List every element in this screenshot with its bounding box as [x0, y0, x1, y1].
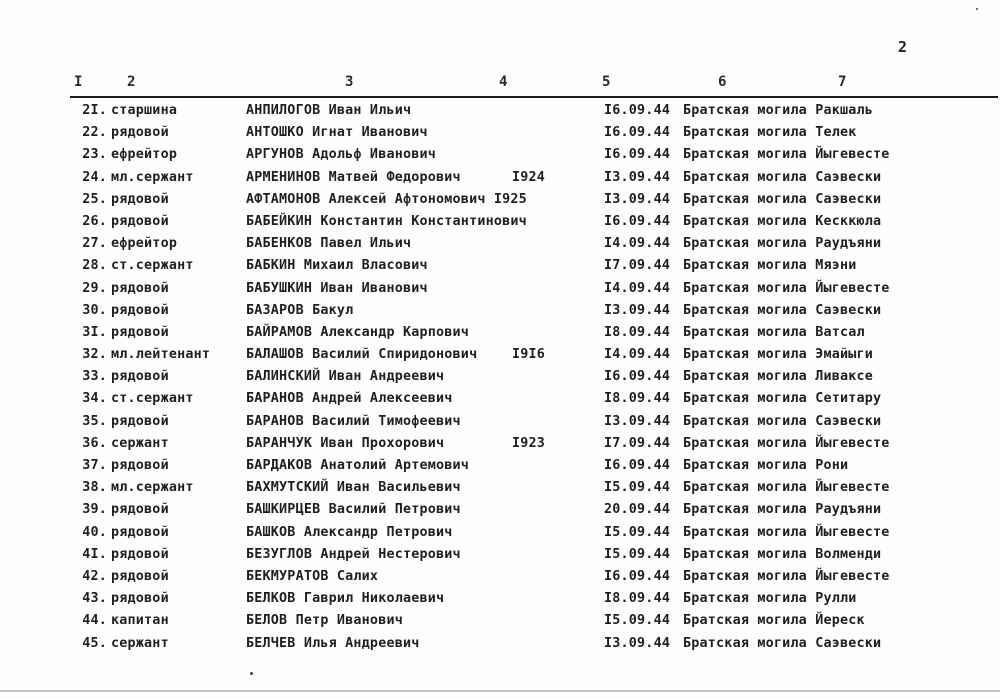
full-name: БАШКИРЦЕВ Василий Петрович [246, 502, 461, 518]
death-date: I5.09.44 [604, 546, 671, 562]
death-date: I3.09.44 [604, 191, 671, 207]
death-date: I3.09.44 [604, 169, 671, 185]
death-date: I4.09.44 [604, 236, 671, 252]
death-date: I8.09.44 [604, 591, 671, 607]
paper-speck [976, 8, 978, 10]
table-row [0, 167, 1000, 189]
full-name: АНПИЛОГОВ Иван Ильич [246, 103, 412, 118]
burial-place: Братская могила Раудъяни [683, 236, 882, 252]
row-number: 40. [82, 524, 107, 540]
row-number: 30. [82, 302, 107, 318]
table-row [0, 189, 1000, 211]
full-name: АФТАМОНОВ Алексей Афтономович I925 [246, 191, 527, 207]
burial-list [0, 100, 1000, 655]
column-header-4: 4 [499, 74, 508, 90]
burial-place: Братская могила Ватсал [683, 324, 865, 340]
table-row [0, 433, 1000, 455]
burial-place: Братская могила Йыгевесте [683, 280, 890, 296]
row-number: 25. [82, 191, 107, 207]
burial-place: Братская могила Йыгевесте [683, 568, 890, 584]
full-name: БЕЗУГЛОВ Андрей Нестерович [246, 546, 461, 562]
birth-year: I924 [512, 169, 546, 185]
row-number: 34. [82, 391, 107, 407]
table-row [0, 122, 1000, 144]
full-name: БАРАНОВ Андрей Алексеевич [246, 391, 453, 407]
military-rank: ст.сержант [111, 258, 194, 274]
death-date: 20.09.44 [604, 502, 671, 518]
full-name: БАХМУТСКИЙ Иван Васильевич [246, 480, 461, 496]
page-edge [0, 690, 1000, 692]
row-number: 2I. [82, 103, 107, 118]
full-name: АРГУНОВ Адольф Иванович [246, 147, 437, 163]
row-number: 44. [82, 613, 107, 629]
table-row [0, 477, 1000, 499]
military-rank: рядовой [111, 280, 169, 296]
full-name: АРМЕНИНОВ Матвей Федорович [246, 169, 461, 185]
death-date: I7.09.44 [604, 435, 671, 451]
military-rank: рядовой [111, 125, 169, 141]
row-number: 42. [82, 568, 107, 584]
burial-place: Братская могила Саэвески [683, 169, 882, 185]
row-number: 27. [82, 236, 107, 252]
death-date: I5.09.44 [604, 524, 671, 540]
burial-place: Братская могила Йыгевесте [683, 435, 890, 451]
row-number: 35. [82, 413, 107, 429]
burial-place: Братская могила Ливаксе [683, 369, 874, 385]
table-row [0, 300, 1000, 322]
table-row [0, 588, 1000, 610]
death-date: I3.09.44 [604, 635, 671, 651]
death-date: I6.09.44 [604, 125, 671, 141]
burial-place: Братская могила Рони [683, 458, 849, 473]
military-rank: ефрейтор [111, 147, 178, 163]
burial-place: Братская могила Мяэни [683, 258, 857, 274]
column-header-3: 3 [345, 74, 354, 90]
full-name: БАРАНЧУК Иван Прохорович [246, 435, 445, 451]
military-rank: мл.сержант [111, 169, 194, 185]
burial-place: Братская могила Саэвески [683, 635, 882, 651]
paper-speck [250, 672, 253, 675]
page-number: 2 [898, 38, 908, 56]
military-rank: ст.сержант [111, 391, 194, 407]
burial-place: Братская могила Йыгевесте [683, 524, 890, 540]
military-rank: рядовой [111, 324, 169, 340]
burial-place: Братская могила Йереск [683, 613, 865, 629]
military-rank: мл.лейтенант [111, 347, 211, 363]
row-number: 4I. [82, 546, 107, 562]
row-number: 29. [82, 280, 107, 296]
table-row [0, 211, 1000, 233]
burial-place: Братская могила Йыгевесте [683, 480, 890, 496]
table-row [0, 278, 1000, 300]
military-rank: рядовой [111, 213, 169, 229]
table-row [0, 633, 1000, 655]
table-row [0, 344, 1000, 366]
military-rank: рядовой [111, 191, 169, 207]
full-name: АНТОШКО Игнат Иванович [246, 125, 428, 141]
full-name: БАЗАРОВ Бакул [246, 302, 354, 318]
full-name: БАЙРАМОВ Александр Карпович [246, 324, 470, 340]
table-row [0, 522, 1000, 544]
death-date: I3.09.44 [604, 302, 671, 318]
table-row [0, 610, 1000, 632]
full-name: БЕЛОВ Петр Иванович [246, 613, 403, 629]
death-date: I6.09.44 [604, 568, 671, 584]
table-row [0, 233, 1000, 255]
column-header-1: I [74, 74, 83, 90]
military-rank: ефрейтор [111, 236, 178, 252]
table-row [0, 144, 1000, 166]
military-rank: сержант [111, 635, 169, 651]
military-rank: рядовой [111, 369, 169, 385]
birth-year: I923 [512, 435, 546, 451]
full-name: БАШКОВ Александр Петрович [246, 524, 453, 540]
burial-place: Братская могила Йыгевесте [683, 147, 890, 163]
full-name: БАЛИНСКИЙ Иван Андреевич [246, 369, 445, 385]
birth-year: I9I6 [512, 347, 546, 363]
row-number: 26. [82, 213, 107, 229]
full-name: БЕЛЧЕВ Илья Андреевич [246, 635, 420, 651]
burial-place: Братская могила Саэвески [683, 191, 882, 207]
full-name: БАБЕНКОВ Павел Ильич [246, 236, 412, 252]
row-number: 28. [82, 258, 107, 274]
death-date: I4.09.44 [604, 280, 671, 296]
burial-place: Братская могила Сетитару [683, 391, 882, 407]
death-date: I6.09.44 [604, 147, 671, 163]
military-rank: сержант [111, 435, 169, 451]
table-row [0, 366, 1000, 388]
death-date: I6.09.44 [604, 213, 671, 229]
burial-place: Братская могила Эмайыги [683, 347, 874, 363]
death-date: I7.09.44 [604, 258, 671, 274]
full-name: БАБКИН Михаил Власович [246, 258, 428, 274]
row-number: 23. [82, 147, 107, 163]
burial-place: Братская могила Саэвески [683, 413, 882, 429]
military-rank: старшина [111, 103, 178, 118]
row-number: 36. [82, 435, 107, 451]
row-number: 37. [82, 458, 107, 473]
burial-place: Братская могила Волменди [683, 546, 882, 562]
row-number: 43. [82, 591, 107, 607]
military-rank: рядовой [111, 591, 169, 607]
death-date: I8.09.44 [604, 391, 671, 407]
military-rank: рядовой [111, 302, 169, 318]
header-rule [70, 96, 998, 98]
table-row [0, 255, 1000, 277]
death-date: I3.09.44 [604, 413, 671, 429]
column-header-6: 6 [718, 74, 727, 90]
burial-place: Братская могила Саэвески [683, 302, 882, 318]
burial-place: Братская могила Раудъяни [683, 502, 882, 518]
death-date: I5.09.44 [604, 480, 671, 496]
row-number: 3I. [82, 324, 107, 340]
row-number: 24. [82, 169, 107, 185]
row-number: 38. [82, 480, 107, 496]
death-date: I6.09.44 [604, 458, 671, 473]
table-row [0, 388, 1000, 410]
column-header-2: 2 [127, 74, 136, 90]
table-row [0, 411, 1000, 433]
column-header-5: 5 [602, 74, 611, 90]
row-number: 33. [82, 369, 107, 385]
military-rank: рядовой [111, 524, 169, 540]
death-date: I4.09.44 [604, 347, 671, 363]
full-name: БЕЛКОВ Гаврил Николаевич [246, 591, 445, 607]
military-rank: рядовой [111, 568, 169, 584]
table-row [0, 100, 1000, 122]
full-name: БАБУШКИН Иван Иванович [246, 280, 428, 296]
death-date: I6.09.44 [604, 103, 671, 118]
full-name: БАРАНОВ Василий Тимофеевич [246, 413, 461, 429]
burial-place: Братская могила Ракшаль [683, 103, 874, 118]
military-rank: капитан [111, 613, 169, 629]
row-number: 32. [82, 347, 107, 363]
military-rank: рядовой [111, 413, 169, 429]
row-number: 22. [82, 125, 107, 141]
burial-place: Братская могила Рулли [683, 591, 857, 607]
full-name: БАЛАШОВ Василий Спиридонович [246, 347, 478, 363]
table-row [0, 544, 1000, 566]
burial-place: Братская могила Кесккюла [683, 213, 882, 229]
military-rank: рядовой [111, 502, 169, 518]
military-rank: мл.сержант [111, 480, 194, 496]
military-rank: рядовой [111, 546, 169, 562]
table-row [0, 566, 1000, 588]
full-name: БАБЕЙКИН Константин Константинович [246, 213, 527, 229]
full-name: БАРДАКОВ Анатолий Артемович [246, 458, 470, 473]
death-date: I8.09.44 [604, 324, 671, 340]
table-row [0, 322, 1000, 344]
table-row [0, 455, 1000, 477]
burial-place: Братская могила Телек [683, 125, 857, 141]
row-number: 45. [82, 635, 107, 651]
military-rank: рядовой [111, 458, 169, 473]
row-number: 39. [82, 502, 107, 518]
column-header-7: 7 [838, 74, 847, 90]
death-date: I6.09.44 [604, 369, 671, 385]
table-row [0, 499, 1000, 521]
full-name: БЕКМУРАТОВ Салих [246, 568, 379, 584]
death-date: I5.09.44 [604, 613, 671, 629]
